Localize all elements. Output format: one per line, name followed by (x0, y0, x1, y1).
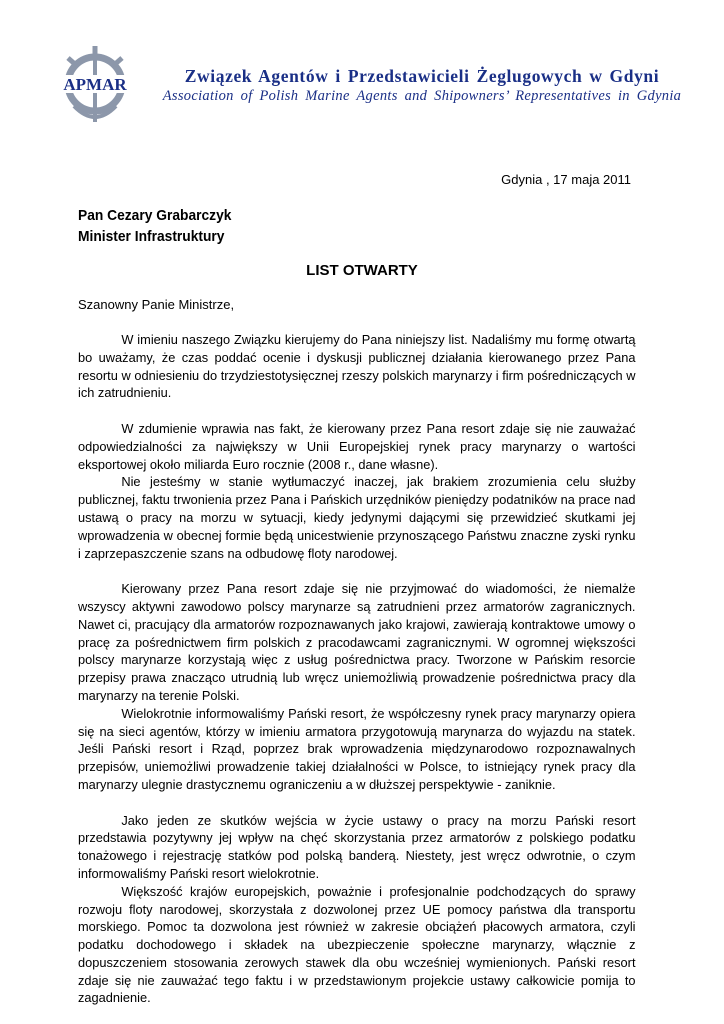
salutation: Szanowny Panie Ministrze, (78, 297, 235, 312)
paragraph: Większość krajów europejskich, poważnie i profesjonalnie podchodzących do sprawy rozwoju floty narodowej, skorzystała z dozwolonej przez UE pomocy państwa dla transportu morskiego. Pomoc ta dozwolona jest również w zakresie obciążeń płacowych armatora, czyli podatku dochodowego i składek na ubezpieczenie społeczne marynarzy, włącznie z dopuszczeniem stosowania zerowych stawek dla obu wcześniej wymienionych. Pański resort zdaje się nie zauważać tego faktu i w przedstawionym projekcie ustawy całkowicie pomija to zagadnienie. (78, 883, 636, 1006)
letter-date: Gdynia , 17 maja 2011 (501, 172, 631, 187)
recipient-name: Pan Cezary Grabarczyk (78, 207, 232, 224)
paragraph: Wielokrotnie informowaliśmy Pański resort, że współczesny rynek pracy marynarzy opiera się na sieci agentów, którzy w imieniu armatora przygotowują marynarza do wyjazdu na statek. Jeśli Pański resort i Rząd, poprzez brak wprowadzenia międzynarodowo rozpoznawalnych przepisów, uniemożliwi prowadzenie takiej działalności w Polsce, to istniejący rynek pracy dla marynarzy ulegnie drastycznemu ograniczeniu a w dłuższej perspektywie - zaniknie. (78, 705, 636, 792)
organization-name: Związek Agentów i Przedstawicieli Żeglugowych w Gdyni (184, 66, 660, 86)
recipient-block (78, 205, 231, 247)
paragraph: Nie jesteśmy w stanie wytłumaczyć inaczej, jak brakiem zrozumienia celu służby publicznej, faktu trwonienia przez Pana i Pańskich urzędników pieniędzy podatników na prace nad ustawą o pracy na morzu w sytuacji, kiedy jedynymi dającymi się przewidzieć skutkami jej wprowadzenia w obecnej formie będą unicestwienie przynoszącego Państwu znaczne zyski rynku i zaprzepaszczenie szans na odbudowę floty narodowej. (78, 474, 636, 561)
recipient-title: Minister Infrastruktury (78, 228, 225, 245)
paragraph: Jako jeden ze skutków wejścia w życie ustawy o pracy na morzu Pański resort przedstawia pozytywny jej wpływ na chęć skorzystania przez armatorów z polskiego podatku tonażowego i rejestrację statków pod polską banderą. Niestety, jest wręcz odwrotnie, o czym informowaliśmy Pański resort wielokrotnie. (78, 812, 636, 881)
paragraph: Kierowany przez Pana resort zdaje się nie przyjmować do wiadomości, że niemalże wszyscy aktywni zawodowo polscy marynarze są zatrudnieni przez armatorów zagranicznych. Nawet ci, pracujący dla armatorów rozpoznawanych jako krajowi, zawierają kontraktowe umowy o pracę za pośrednictwem firm polskich z pracodawcami zagranicznymi. W ogromnej większości polscy marynarze korzystają więc z usług pośrednictwa pracy. Tworzone w Pańskim resorcie przepisy prawa znacząco utrudnią lub wręcz uniemożliwią prowadzenie pośrednictwa pracy dla marynarzy na terenie Polski. (78, 581, 636, 703)
organization-name-english: Association of Polish Marine Agents and Shipowners’ Representatives in Gdynia (162, 88, 682, 104)
apmar-logo (58, 44, 132, 130)
paragraph: W imieniu naszego Związku kierujemy do Pana niniejszy list. Nadaliśmy mu formę otwartą bo uważamy, że czas poddać ocenie i dyskusji publicznej działania kierowanego przez Pana resortu w odniesieniu do trzydziestotysięcznej rzeszy polskich marynarzy i firm pośredniczących w ich zatrudnieniu. (78, 332, 636, 401)
letter-body (78, 331, 636, 1007)
letter-title: LIST OTWARTY (306, 262, 418, 279)
paragraph: W zdumienie wprawia nas fakt, że kierowany przez Pana resort zdaje się nie zauważać odpowiedzialności za największy w Unii Europejskiej rynek pracy marynarzy o wartości eksportowej około miliarda Euro rocznie (2008 r., dane własne). (78, 420, 636, 472)
logo-text: APMAR (63, 75, 127, 94)
